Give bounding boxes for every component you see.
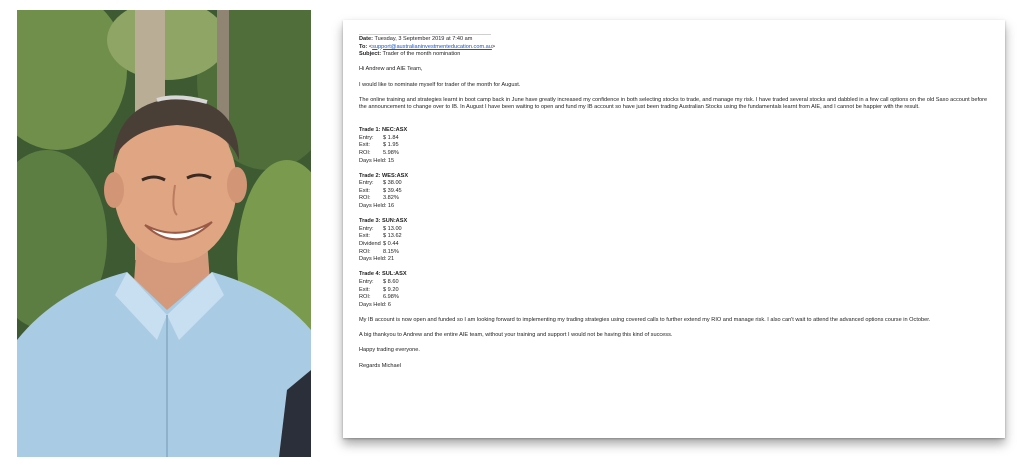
trade-row-label: Entry:	[359, 279, 374, 285]
trade-title: Trade 2: WES:ASX	[359, 172, 409, 179]
signoff: Regards Michael	[359, 362, 401, 369]
trade-row	[359, 287, 991, 295]
date-label: Date:	[359, 36, 373, 42]
trade-row-value: 8.15%	[383, 248, 399, 255]
trade-block-1	[359, 127, 991, 165]
trade-row-label: Exit:	[359, 286, 370, 293]
trade-title: Trade 3: SUN:ASX	[359, 218, 408, 225]
trade-row-label: Days Held:	[359, 203, 387, 210]
trade-row	[359, 226, 991, 234]
trade-row-label: Exit:	[359, 233, 370, 240]
trade-row-value: 21	[387, 256, 395, 263]
trade-row	[359, 195, 991, 203]
trade-row-value: $ 9.20	[383, 286, 399, 293]
trade-row-label: Exit:	[359, 142, 370, 149]
trade-row-label: Days Held:	[359, 256, 387, 263]
trade-row-label: Days Held:	[359, 157, 387, 164]
trade-row	[359, 150, 991, 158]
trade-row	[359, 158, 991, 166]
trade-row	[359, 135, 991, 143]
body-paragraph-4: Happy trading everyone.	[359, 347, 420, 354]
portrait-photo	[17, 10, 311, 457]
trade-row-value: $ 0.44	[383, 241, 399, 248]
trade-row-value: $ 1.84	[383, 134, 399, 141]
trade-row	[359, 302, 991, 310]
email-to: To: <support@australianinvestmenteducation.com.au>	[359, 43, 496, 50]
trade-row	[359, 294, 991, 302]
date-value: Tuesday, 3 September 2019 at 7:40 am	[374, 36, 473, 42]
trade-row-label: Entry:	[359, 180, 374, 187]
trade-title: Trade 4: SUL:ASX	[359, 271, 407, 278]
portrait-illustration	[17, 10, 311, 457]
greeting: Hi Andrew and AIE Team,	[359, 66, 423, 73]
trade-row-label: ROI:	[359, 195, 371, 202]
trade-row	[359, 180, 991, 188]
to-label: To:	[359, 43, 368, 50]
trade-row-label: Exit:	[359, 187, 370, 194]
trade-row	[359, 279, 991, 287]
trade-title: Trade 1: NEC:ASX	[359, 127, 408, 134]
trade-block-4	[359, 271, 991, 309]
trade-row-value: $ 8.60	[383, 279, 399, 285]
email-subject	[359, 51, 991, 59]
trade-row-value: 5.98%	[383, 149, 399, 156]
trade-row-value: $ 13.00	[383, 225, 402, 232]
trade-row	[359, 142, 991, 150]
trade-row-label: ROI:	[359, 294, 371, 301]
trade-block-3	[359, 218, 991, 264]
trade-row-value: 15	[387, 157, 395, 164]
body-paragraph-2: My IB account is now open and funded so I am looking forward to implementing my trading strategies using covered calls to further extend my RIO and manage risk. I also can't wait to attend the advanced options course in October.	[359, 316, 931, 323]
email-date	[359, 36, 991, 44]
trade-row-label: Entry:	[359, 225, 374, 232]
trade-row	[359, 188, 991, 196]
header-divider	[359, 34, 491, 35]
trade-row	[359, 233, 991, 241]
body-paragraph-1: The online training and strategies learnt in boot camp back in June have greatly increased my confidence in both selecting stocks to trade, and manage my risk. I have traded several stocks and dabbled in a few call options on the old Saxo account before the announcement to change over to IB. In August I have been waiting to open and fund my IB account so have just been trading Australian Stocks using the fundamentals learnt from AIE, and I cannot be happier with the result.	[359, 96, 988, 111]
trade-row	[359, 256, 991, 264]
trade-row-value: 6	[387, 301, 392, 308]
body-paragraph-3: A big thankyou to Andrew and the entire AIE team, without your training and support I would not be having this kind of success.	[359, 332, 673, 339]
trade-row-value: 3.82%	[383, 195, 399, 202]
email-letter	[343, 20, 1005, 438]
trade-row-label: Dividend	[359, 241, 381, 248]
trade-row-label: ROI:	[359, 149, 371, 156]
trade-row-value: $ 38.00	[383, 180, 402, 187]
intro-paragraph: I would like to nominate myself for trader of the month for August.	[359, 81, 521, 88]
trade-row	[359, 203, 991, 211]
trade-row-label: Days Held:	[359, 301, 387, 308]
subject-value: Trader of the month nomination	[382, 51, 461, 58]
trade-row-value: 16	[387, 203, 395, 210]
trade-row-value: $ 1.95	[383, 142, 399, 149]
subject-label: Subject:	[359, 51, 382, 58]
trade-row-label: Entry:	[359, 134, 374, 141]
to-email-link[interactable]: support@australianinvestmenteducation.com.au	[372, 43, 492, 50]
trade-row-value: $ 39.45	[383, 187, 402, 194]
trade-row-value: $ 13.62	[383, 233, 402, 240]
trade-row-label: ROI:	[359, 248, 371, 255]
trade-block-2	[359, 173, 991, 211]
trade-row	[359, 241, 991, 249]
trade-row	[359, 249, 991, 257]
trade-row-value: 6.98%	[383, 294, 399, 301]
